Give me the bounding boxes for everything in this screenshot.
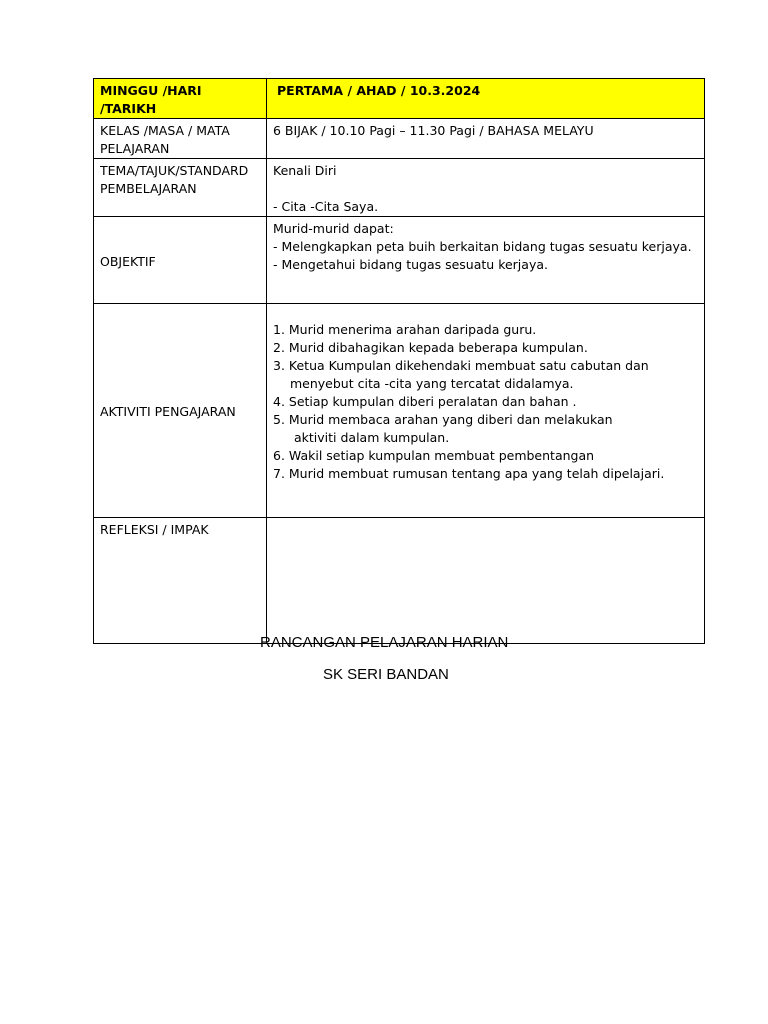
aktiviti-step: 3. Ketua Kumpulan dikehendaki membuat satu cabutan dan <box>273 358 649 373</box>
kelas-label-line1: KELAS /MASA / MATA <box>100 123 230 138</box>
tema-label-line2: PEMBELAJARAN <box>100 181 197 196</box>
aktiviti-step-continuation: menyebut cita -cita yang tercatat didalamya. <box>290 376 574 391</box>
aktiviti-step-continuation: aktiviti dalam kumpulan. <box>294 430 450 445</box>
objektif-row <box>94 217 705 304</box>
refleksi-label-cell <box>94 518 267 644</box>
refleksi-row <box>94 518 705 644</box>
objektif-value-cell <box>267 217 705 304</box>
refleksi-label: REFLEKSI / IMPAK <box>100 522 209 537</box>
objektif-label-cell <box>94 217 267 304</box>
aktiviti-value-cell <box>267 304 705 518</box>
header-value: PERTAMA / AHAD / 10.3.2024 <box>277 83 481 98</box>
tema-value-line1: Kenali Diri <box>273 163 337 178</box>
kelas-value: 6 BIJAK / 10.10 Pagi – 11.30 Pagi / BAHASA MELAYU <box>273 123 594 138</box>
objektif-intro: Murid-murid dapat: <box>273 221 394 236</box>
objektif-item: - Mengetahui bidang tugas sesuatu kerjaya. <box>273 257 548 272</box>
objektif-item: - Melengkapkan peta buih berkaitan bidang tugas sesuatu kerjaya. <box>273 239 692 254</box>
aktiviti-step: 2. Murid dibahagikan kepada beberapa kumpulan. <box>273 340 588 355</box>
tema-value-line2: - Cita -Cita Saya. <box>273 199 379 214</box>
refleksi-value-cell <box>267 518 705 644</box>
header-value-cell <box>267 79 705 119</box>
tema-label-line1: TEMA/TAJUK/STANDARD <box>100 163 249 178</box>
document-title: RANCANGAN PELAJARAN HARIAN <box>260 634 509 651</box>
header-row <box>94 79 705 119</box>
aktiviti-step: 6. Wakil setiap kumpulan membuat pembentangan <box>273 448 595 463</box>
header-label: MINGGU /HARI /TARIKH <box>100 83 202 116</box>
aktiviti-step: 4. Setiap kumpulan diberi peralatan dan bahan . <box>273 394 577 409</box>
aktiviti-step: 1. Murid menerima arahan daripada guru. <box>273 322 537 337</box>
tema-label-cell <box>94 159 267 217</box>
aktiviti-list <box>273 307 698 483</box>
objektif-label: OBJEKTIF <box>100 253 156 269</box>
tema-row <box>94 159 705 217</box>
kelas-label-cell <box>94 119 267 159</box>
header-label-cell <box>94 79 267 119</box>
kelas-row <box>94 119 705 159</box>
aktiviti-step: 7. Murid membuat rumusan tentang apa yang telah dipelajari. <box>273 466 665 481</box>
school-name: SK SERI BANDAN <box>323 666 449 683</box>
tema-value-cell <box>267 159 705 217</box>
lesson-plan-table <box>93 78 705 644</box>
kelas-label-line2: PELAJARAN <box>100 141 170 156</box>
kelas-value-cell <box>267 119 705 159</box>
aktiviti-row <box>94 304 705 518</box>
aktiviti-label-cell <box>94 304 267 518</box>
aktiviti-label: AKTIVITI PENGAJARAN <box>100 404 236 419</box>
tema-spacer <box>273 180 698 198</box>
aktiviti-step: 5. Murid membaca arahan yang diberi dan melakukan <box>273 412 613 427</box>
